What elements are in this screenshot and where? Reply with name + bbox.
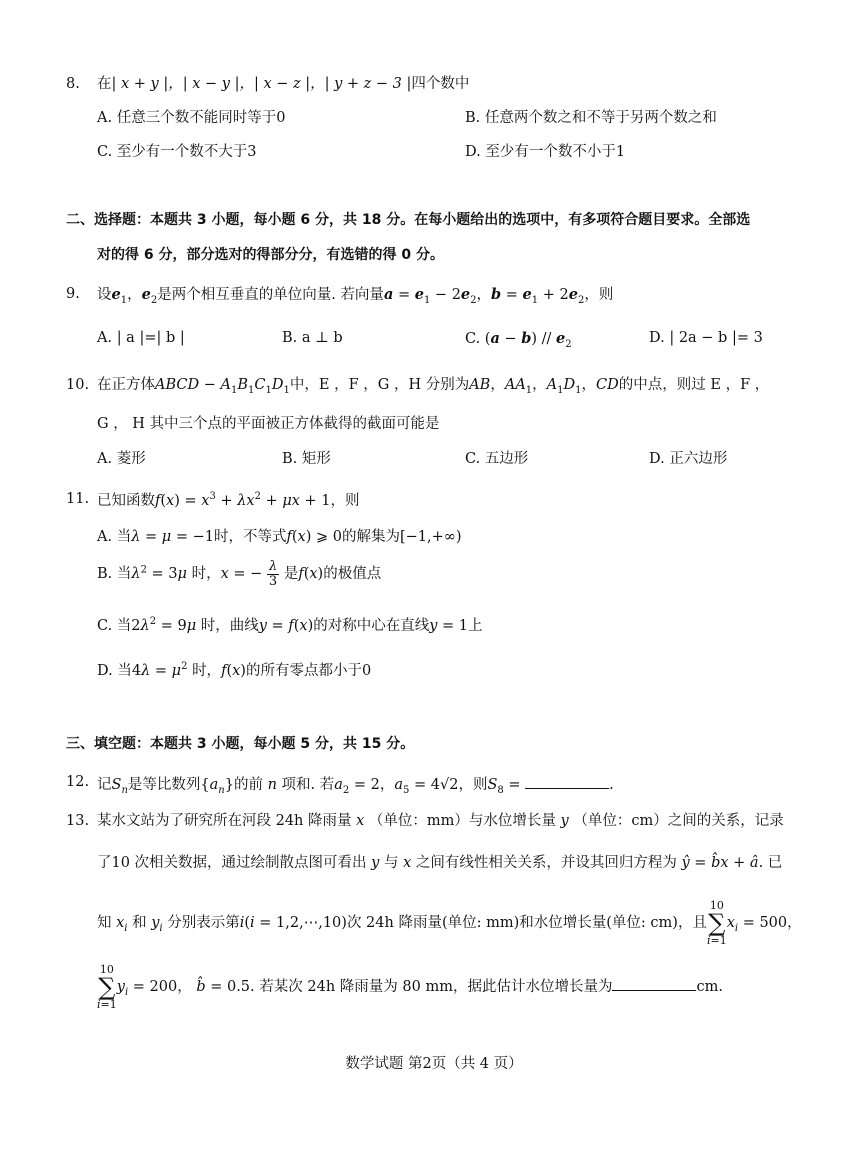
- q9-option-c-label: C.: [465, 331, 481, 347]
- q9-option-a: A. | a |=| b |: [97, 330, 185, 346]
- q13-line1: 某水文站为了研究所在河段 24h 降雨量 x （单位：mm）与水位增长量 y （单位：cm）之间的关系，记录: [97, 813, 784, 829]
- q8-option-c: C. 至少有一个数不大于3: [97, 144, 257, 160]
- page-footer: 数学试题 第2页（共 4 页）: [345, 1056, 523, 1072]
- q12-part1: 记: [97, 777, 112, 793]
- q11-option-a: A. 当λ = μ = −1时，不等式f(x) ⩾ 0的解集为[−1,+∞): [97, 529, 462, 545]
- q12-stem: 记$S_n$是等比数列$\{a_n\}$的前 n 项和. 若$a_2 = 2$，$a_5 = 4√2$，则$S_8$ = .: [97, 774, 614, 797]
- section3-heading: 三、填空题：本题共 3 小题，每小题 5 分，共 15 分。: [66, 736, 415, 752]
- q13-number: 13.: [66, 813, 90, 829]
- q11-c-part1: C. 当: [97, 617, 132, 634]
- q13-line2: 了10 次相关数据，通过绘制散点图可看出 y 与 x 之间有线性相关关系，并设其回归方程为 ŷ = b̂x + â. 已: [97, 855, 783, 871]
- q10-stem-part1: 在正方体: [97, 377, 155, 393]
- q13-line1-part2: （单位：mm）与水位增长量: [368, 813, 556, 829]
- q9-stem: 设$e_1$，$e_2$是两个相互垂直的单位向量. 若向量$a = e_1 - 2e_2$，$b = e_1 + 2e_2$，则: [97, 286, 614, 306]
- q13-line3-part3: 分别表示第: [167, 915, 240, 931]
- q13-line1-part1: 某水文站为了研究所在河段 24h 降雨量: [97, 813, 352, 829]
- q11-option-b: B. 当$\lambda^2 = 3\mu$ 时，x = − $\frac{\lambda}{3}$ 是f(x)的极值点: [97, 559, 382, 589]
- q13-line3-part1: 知: [97, 915, 112, 931]
- q11-a-part2: 时，不等式: [213, 529, 287, 545]
- q13-line3-part4: 次 24h 降雨量(单位: mm)和水位增长量(单位: cm)，且: [346, 915, 707, 931]
- q11-d-part1: D. 当: [97, 662, 132, 679]
- q10-stem-part2: 中，E ，F ，G ，H 分别为: [289, 377, 470, 393]
- q11-b-part4: 的极值点: [323, 566, 382, 583]
- q13-line3-part2: 和: [132, 915, 147, 931]
- q11-option-c: C. 当$2\lambda^2 = 9\mu$ 时，曲线y = f(x)的对称中心在直线y = 1上: [97, 616, 483, 634]
- q11-a-part1: A. 当: [97, 529, 132, 545]
- q13-line2-part3: 之间有线性相关关系，并设其回归方程为: [415, 855, 677, 871]
- q13-line2-part2: 与: [383, 855, 399, 871]
- q10-option-c: C. 五边形: [465, 451, 529, 467]
- q11-option-d: D. 当$4\lambda = \mu^2$ 时，f(x)的所有零点都小于0: [97, 661, 372, 679]
- q9-stem-part1: 设: [97, 287, 112, 303]
- q9-option-b: B. a ⊥ b: [282, 330, 343, 346]
- q10-stem-part3: 的中点，则过 E ，F ，: [618, 377, 770, 393]
- q9-option-d: D. | 2a − b |= 3: [649, 330, 763, 346]
- q13-sum-y-symbol: 10 ∑ i=1: [97, 963, 117, 1011]
- q13-line1-part3: （单位：cm）之间的关系，记录: [573, 813, 784, 829]
- q12-number: 12.: [66, 774, 90, 790]
- q8-stem-math: | x + y |，| x − y |，| x − z |，| y + z − 3 |: [111, 76, 412, 92]
- q10-stem-line1: 在正方体ABCD − $A_1B_1C_1D_1$中，E ，F ，G ，H 分别为AB，$AA_1$，$A_1D_1$，CD的中点，则过 E ，F ，: [97, 377, 770, 396]
- q13-line4-part3: cm.: [696, 979, 723, 995]
- q11-d-part2: 时，: [192, 662, 222, 679]
- q8-option-a: A. 任意三个数不能同时等于0: [97, 110, 286, 126]
- q8-option-d: D. 至少有一个数不小于1: [465, 144, 626, 160]
- q13-line2-part1: 了10 次相关数据，通过绘制散点图可看出: [97, 855, 367, 871]
- q13-answer-blank[interactable]: [612, 976, 696, 991]
- q10-option-b: B. 矩形: [282, 451, 331, 467]
- q11-b-part3: 是: [283, 566, 299, 583]
- q13-line4-part1: = 200，: [132, 979, 192, 995]
- q11-b-part2: 时，: [191, 566, 221, 583]
- q8-stem: [97, 76, 469, 93]
- q11-a-part3: 的解集为: [341, 529, 400, 545]
- q12-part6: .: [609, 777, 614, 793]
- q13-line3-part5: = 500，: [742, 915, 802, 931]
- q8-stem-prefix: 在: [97, 76, 112, 92]
- q11-b-part1: B. 当: [97, 566, 132, 583]
- q9-number: 9.: [66, 286, 80, 302]
- q12-part3: 的前: [233, 777, 263, 793]
- q13-line4: 10 ∑ $i=1y_i = 200$， b̂ = 0.5. 若某次 24h 降雨量为 80 mm，据此估计水位增长量为 cm.: [97, 963, 723, 1011]
- q11-d-part3: 的所有零点都小于0: [245, 662, 372, 679]
- q11-c-part3: 的对称中心在直线: [313, 617, 430, 634]
- q13-sum-x-symbol: 10 ∑ i=1: [706, 899, 727, 947]
- q13-line4-part2: . 若某次 24h 降雨量为 80 mm，据此估计水位增长量为: [250, 979, 613, 995]
- q10-option-d: D. 正六边形: [649, 451, 728, 467]
- q11-stem-part1: 已知函数: [97, 492, 155, 509]
- q8-stem-suffix: 四个数中: [411, 76, 470, 92]
- q10-number: 10.: [66, 377, 90, 393]
- q10-option-a: A. 菱形: [97, 451, 146, 467]
- section2-heading-line1: 二、选择题：本题共 3 小题，每小题 6 分，共 18 分。在每小题给出的选项中，有多项符合题目要求。全部选: [66, 212, 751, 228]
- q12-part4: 项和. 若: [281, 777, 335, 793]
- q12-part5: ，则: [458, 777, 488, 793]
- q11-c-part2: 时，曲线: [200, 617, 259, 634]
- q8-option-b: B. 任意两个数之和不等于另两个数之和: [465, 110, 717, 126]
- q11-c-part4: 上: [468, 617, 483, 634]
- q12-answer-blank[interactable]: [525, 774, 609, 789]
- q11-a-part4: [−1,+∞): [399, 529, 462, 545]
- q12-part2: 是等比数列: [127, 777, 201, 793]
- q9-stem-part2: 是两个相互垂直的单位向量. 若向量: [157, 287, 384, 303]
- q13-line2-part4: . 已: [758, 855, 783, 871]
- q11-stem-part2: ，则: [330, 492, 360, 509]
- q10-stem-line2: G ， H 其中三个点的平面被正方体截得的截面可能是: [97, 416, 440, 432]
- q11-stem: 已知函数$f(x) = x^3 + \lambda x^2 + \mu x + 1$，则: [97, 491, 360, 509]
- q13-line3: 知 $x_i$ 和 $y_i$ 分别表示第i(i = 1,2,⋯,10)次 24h 降雨量(单位: mm)和水位增长量(单位: cm)，且10 ∑ $i=1x_i = 500$，: [97, 899, 802, 947]
- q9-option-c: C. $(a - b) // e_2$: [465, 330, 572, 350]
- q9-stem-part3: ，则: [584, 287, 614, 303]
- q8-number: 8.: [66, 76, 80, 92]
- section2-heading-line2: 对的得 6 分，部分选对的得部分分，有选错的得 0 分。: [97, 247, 444, 263]
- q11-number: 11.: [66, 491, 90, 507]
